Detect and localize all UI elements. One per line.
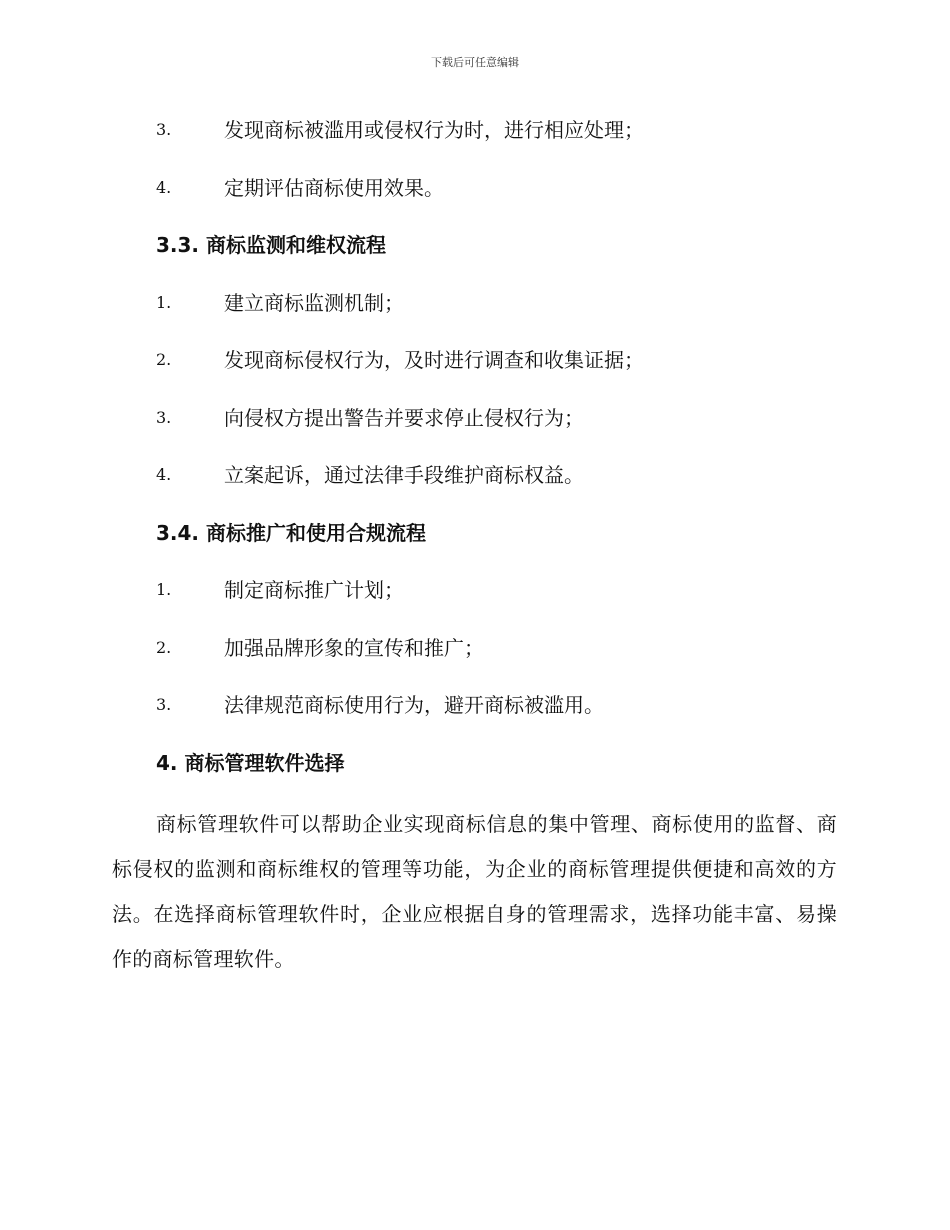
list-text: 建立商标监测机制；	[224, 290, 404, 315]
list-text: 法律规范商标使用行为，避开商标被滥用。	[224, 693, 604, 717]
list-item	[0, 168, 950, 226]
list-text: 加强品牌形象的宣传和推广；	[224, 635, 484, 660]
list-number: 1.	[156, 292, 172, 312]
list-text: 定期评估商标使用效果。	[224, 175, 444, 200]
body-paragraph: 商标管理软件可以帮助企业实现商标信息的集中管理、商标使用的监督、商标侵权的监测和商标维权的管理等功能，为企业的商标管理提供便捷和高效的方法。在选择商标管理软件时，企业应根据自身的管理需求，选择功能丰富、易操作的商标管理软件。	[112, 812, 837, 971]
list-item	[0, 398, 950, 456]
list-text: 制定商标推广计划；	[224, 578, 404, 602]
list-text: 向侵权方提出警告并要求停止侵权行为；	[224, 405, 584, 430]
list-number: 1.	[156, 580, 172, 599]
page-header: 下载后可任意编辑	[431, 56, 519, 69]
list-item	[0, 110, 950, 168]
list-number: 3.	[156, 120, 172, 139]
list-item	[0, 570, 950, 628]
list-text: 发现商标侵权行为，及时进行调查和收集证据；	[224, 348, 644, 372]
section-heading-3-3	[0, 225, 950, 283]
section-heading-3-4	[0, 513, 950, 571]
list-item	[0, 685, 950, 743]
list-number: 4.	[156, 177, 172, 197]
document-body	[0, 110, 950, 1002]
list-text: 立案起诉，通过法律手段维护商标权益。	[224, 463, 584, 487]
list-item	[0, 283, 950, 341]
list-number: 3.	[156, 407, 172, 427]
section-heading-text: 3.3. 商标监测和维权流程	[156, 233, 386, 257]
section-heading-text: 4. 商标管理软件选择	[156, 750, 345, 775]
list-number: 3.	[156, 695, 172, 714]
list-item	[0, 455, 950, 513]
list-number: 2.	[156, 637, 172, 657]
list-item	[0, 340, 950, 398]
list-number: 2.	[156, 350, 172, 369]
list-number: 4.	[156, 465, 172, 484]
list-item	[0, 628, 950, 686]
section-heading-4	[0, 743, 950, 801]
list-text: 发现商标被滥用或侵权行为时，进行相应处理；	[224, 118, 644, 142]
section-heading-text: 3.4. 商标推广和使用合规流程	[156, 520, 426, 545]
